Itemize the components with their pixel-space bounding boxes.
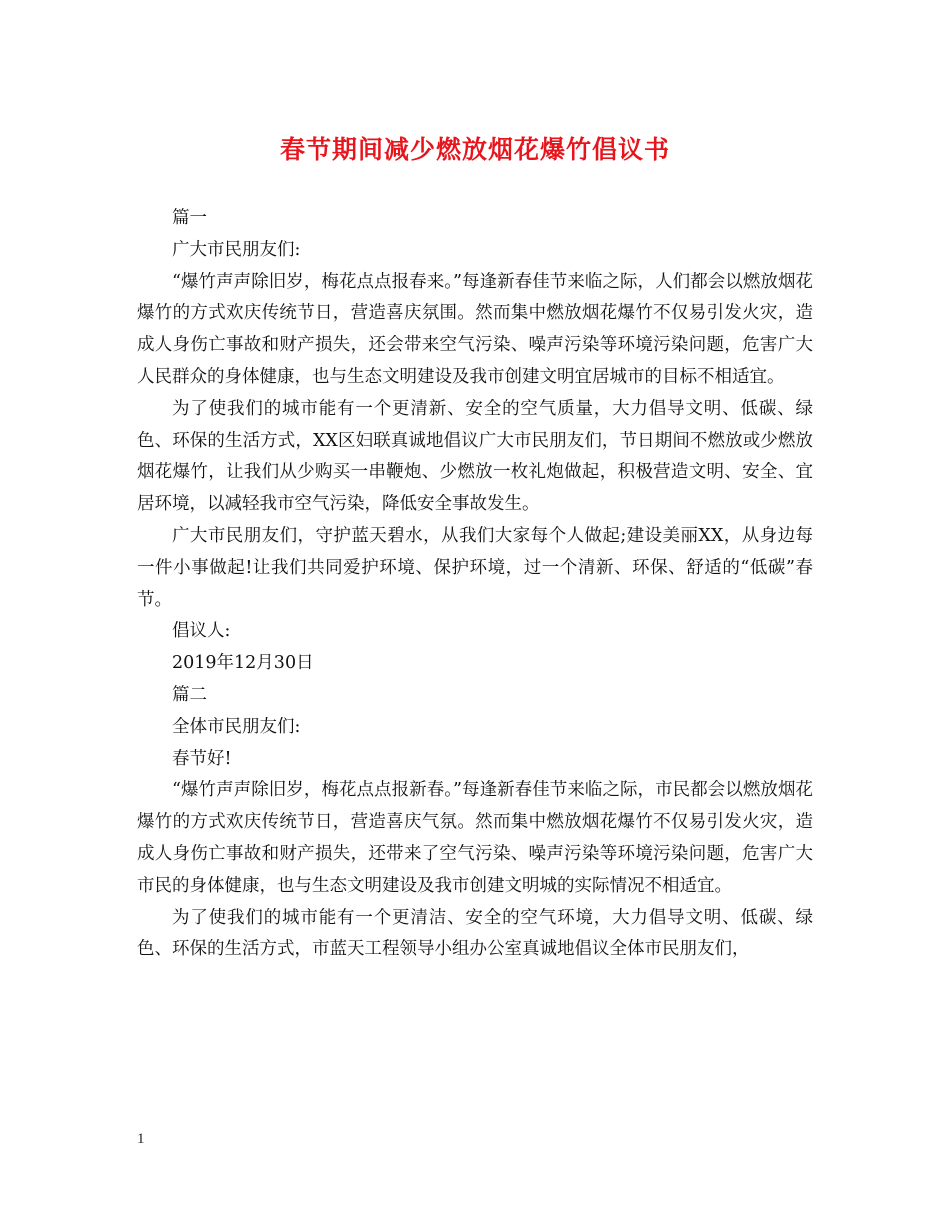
salutation: 广大市民朋友们: xyxy=(172,239,301,260)
document-title: 春节期间减少燃放烟花爆竹倡议书 xyxy=(279,135,670,164)
body-paragraph: “爆竹声声除旧岁，梅花点点报春来。”每逢新春佳节来临之际，人们都会以燃放烟花爆竹的方式欢庆传统节日，营造喜庆氛围。然而集中燃放烟花爆竹不仅易引发火灾，造成人身伤亡事故和财产损失，还会带来空气污染、噪声污染等环境污染问题，危害广大人民群众的身体健康，也与生态文明建设及我市创建文明宜居城市的目标不相适宜。 xyxy=(137,271,813,387)
page-number: 1 xyxy=(137,1131,145,1147)
section-heading: 篇二 xyxy=(172,684,207,705)
greeting: 春节好! xyxy=(172,748,232,769)
body-paragraph: 为了使我们的城市能有一个更清新、安全的空气质量，大力倡导文明、低碳、绿色、环保的生活方式，XX区妇联真诚地倡议广大市民朋友们，节日期间不燃放或少燃放烟花爆竹，让我们从少购买一串鞭炮、少燃放一枚礼炮做起，积极营造文明、安全、宜居环境，以减轻我市空气污染，降低安全事故发生。 xyxy=(137,398,813,515)
section-heading: 篇一 xyxy=(172,208,207,228)
document-body xyxy=(137,203,813,966)
salutation: 全体市民朋友们: xyxy=(172,716,301,737)
body-paragraph: “爆竹声声除旧岁，梅花点点报新春。”每逢新春佳节来临之际，市民都会以燃放烟花爆竹的方式欢庆传统节日，营造喜庆气氛。然而集中燃放烟花爆竹不仅易引发火灾，造成人身伤亡事故和财产损失，还带来了空气污染、噪声污染等环境污染问题，危害广大市民的身体健康，也与生态文明建设及我市创建文明城的实际情况不相适宜。 xyxy=(137,780,813,896)
signatory-label: 倡议人: xyxy=(172,621,231,642)
date-line: 2019年12月30日 xyxy=(172,653,314,674)
body-paragraph: 为了使我们的城市能有一个更清洁、安全的空气环境，大力倡导文明、低碳、绿色、环保的生活方式，市蓝天工程领导小组办公室真诚地倡议全体市民朋友们， xyxy=(137,907,813,960)
body-paragraph: 广大市民朋友们，守护蓝天碧水，从我们大家每个人做起;建设美丽XX，从身边每一件小事做起!让我们共同爱护环境、保护环境，过一个清新、环保、舒适的“低碳”春节。 xyxy=(137,525,813,610)
